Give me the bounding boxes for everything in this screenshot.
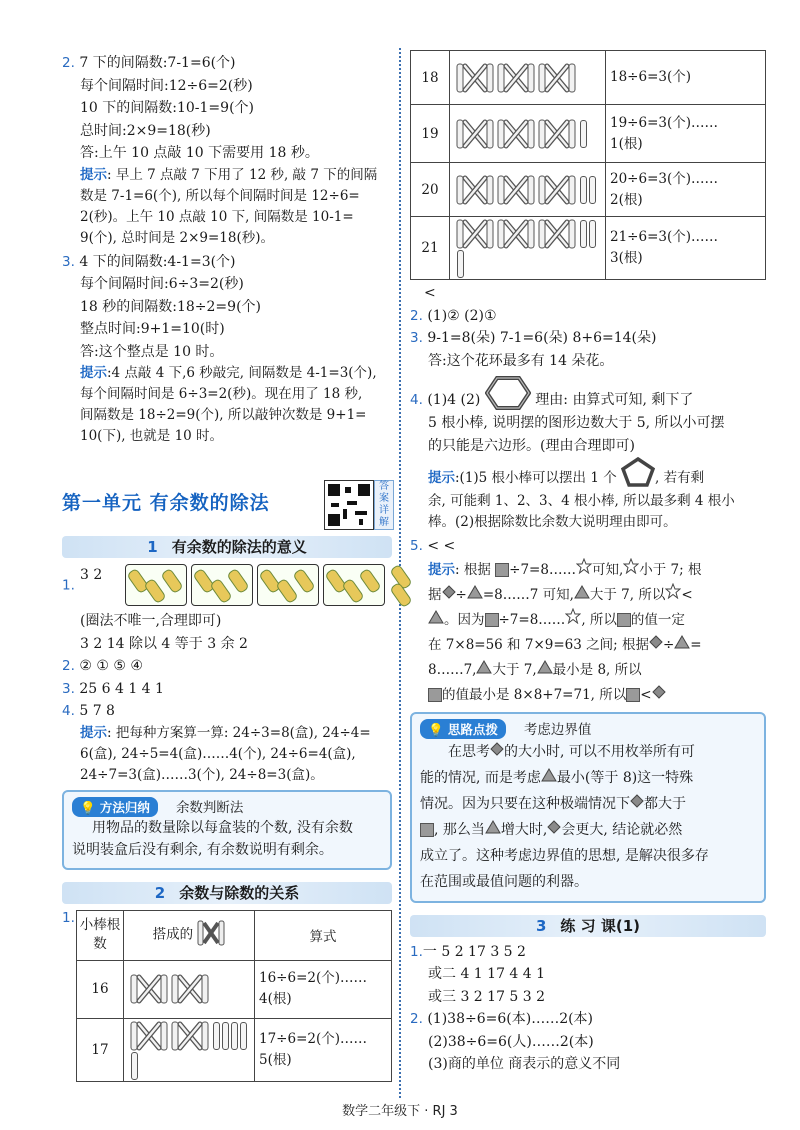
row-count: 19 (411, 105, 450, 163)
tip-text: : 早上 7 点敲 7 下用了 12 秒, 敲 7 下的间隔 (107, 166, 378, 183)
row-formula: 16÷6=2(个)…… (259, 970, 368, 986)
tip-label: 提示 (80, 365, 107, 381)
method-box (62, 790, 392, 870)
q3-line: 每个间隔时间:6÷3=2(秒) (80, 276, 244, 292)
table-row (411, 51, 766, 105)
corn-icon (292, 568, 316, 595)
tip-label: 提示 (80, 724, 107, 741)
diamond-icon (547, 817, 561, 843)
qr-code-icon[interactable] (324, 480, 374, 530)
corn-icon (226, 568, 250, 595)
section-1 (62, 536, 392, 1082)
x-sticks-icon (538, 226, 579, 242)
tip-text: :(1)5 根小棒可以摆出 1 个 (455, 470, 617, 486)
single-stick-icon (580, 120, 587, 148)
triangle-icon (574, 583, 590, 608)
tip-text: 余, 可能剩 1、2、3、4 根小棒, 所以最多剩 4 根小 (428, 493, 735, 509)
square-icon (485, 613, 499, 627)
diamond-icon (630, 791, 644, 817)
corn-groups (125, 575, 415, 594)
q1-note: (圈法不唯一,合理即可) (80, 613, 222, 629)
corn-group (191, 564, 253, 606)
q2-block (62, 52, 392, 249)
single-stick-icon (589, 176, 596, 204)
q3-line: 18 秒的间隔数:18÷2=9(个) (80, 298, 261, 315)
x-sticks-icon (456, 125, 497, 141)
x-sticks-icon (538, 125, 579, 141)
method-text: 用物品的数量除以每盒装的个数, 没有余数 (92, 819, 353, 836)
x-sticks-icon (456, 69, 497, 85)
section-2-banner (62, 882, 392, 904)
sticks-figure (450, 105, 606, 163)
q2-line: 每个间隔时间:12÷6=2(秒) (80, 77, 253, 94)
sticks-figure (450, 51, 606, 105)
row-remainder: 3(根) (610, 250, 643, 266)
diamond-icon (442, 583, 456, 608)
x-sticks-icon (171, 1027, 212, 1043)
section-3-banner (410, 915, 766, 937)
x-sticks-icon (130, 981, 171, 997)
tip-text: :4 点敲 4 下,6 秒敲完, 间隔数是 4-1=3(个), (107, 365, 377, 381)
sticks-table-continued (410, 50, 766, 280)
table-row (411, 217, 766, 280)
q1-answer: 或二 4 1 17 4 4 1 (428, 966, 546, 982)
method-text: 说明装盒后没有剩余, 有余数说明有剩余。 (72, 842, 333, 858)
q2-answer: ② ① ⑤ ④ (79, 658, 143, 674)
q1-answer: 或三 3 2 17 5 3 2 (428, 988, 546, 1005)
row-formula: 20÷6=3(个)…… (610, 170, 719, 187)
q2-number: 2. (410, 1011, 423, 1027)
tip-text: : 把每种方案算一算: 24÷3=8(盒), 24÷4= (107, 724, 371, 741)
q3-number: 3. (410, 330, 423, 346)
q1-number: 1. (62, 577, 75, 594)
tip-text: 10(下), 也就是 10 时。 (80, 428, 224, 444)
row-count: 20 (411, 163, 450, 217)
row-remainder: 2(根) (610, 191, 643, 208)
x-sticks-icon (497, 226, 538, 242)
section-number: 1 (147, 538, 158, 556)
row-remainder: 4(根) (259, 991, 292, 1007)
q2-answer: (2)38÷6=6(人)……2(本) (428, 1033, 594, 1050)
comparison-answer: < (424, 285, 436, 301)
q2-number: 2. (62, 658, 75, 674)
x-sticks-icon (456, 181, 497, 197)
section-title: 练 习 课(1) (560, 916, 641, 935)
q3-final: 答:这个花环最多有 14 朵花。 (428, 352, 614, 369)
q5-number: 5. (410, 538, 423, 554)
diamond-icon (649, 633, 663, 658)
tip-text: 棒。(2)根据除数比余数大说明理由即可。 (428, 514, 677, 530)
thinking-title: 考虑边界值 (523, 721, 592, 738)
x-sticks-icon (497, 181, 538, 197)
diamond-icon (490, 739, 504, 765)
q2-line: 10 下的间隔数:10-1=9(个) (80, 100, 254, 116)
table-row (77, 960, 392, 1018)
q2-number: 2. (62, 55, 75, 71)
single-stick-icon (231, 1022, 238, 1050)
corn-group (257, 564, 319, 606)
x-sticks-icon (197, 920, 225, 950)
q3-answer: 9-1=8(朵) 7-1=6(朵) 8+6=14(朵) (427, 330, 657, 346)
page-footer: 数学二年级下 · RJ 3 (342, 1104, 458, 1119)
star-icon (623, 558, 639, 583)
row-count: 21 (411, 217, 450, 280)
tip-label: 提示 (428, 470, 455, 486)
sticks-figure (124, 1018, 255, 1081)
sticks-figure (450, 163, 606, 217)
left-column (62, 52, 392, 1068)
corn-icon (275, 578, 299, 605)
unit-title-text: 第一单元 有余数的除法 (62, 492, 270, 514)
single-stick-icon (580, 220, 587, 248)
row-remainder: 1(根) (610, 135, 643, 152)
single-stick-icon (240, 1022, 247, 1050)
single-stick-icon (213, 1022, 220, 1050)
tip-text: 数是 7-1=6(个), 所以每个间隔时间是 12÷6= (80, 187, 360, 204)
single-stick-icon (131, 1052, 138, 1080)
row-count: 18 (411, 51, 450, 105)
row-formula: 17÷6=2(个)…… (259, 1030, 368, 1047)
table-row (77, 1018, 392, 1081)
table-row (411, 105, 766, 163)
q1-row (62, 564, 392, 610)
section-1-banner (62, 536, 392, 558)
unit-title (62, 480, 392, 528)
qr-label: 答案详解 (374, 480, 394, 530)
star-icon (565, 608, 581, 633)
tip-text: 2(秒)。上午 10 点敲 10 下, 间隔数是 10-1= (80, 208, 354, 225)
sticks-table (76, 910, 392, 1082)
sticks-figure (124, 960, 255, 1018)
triangle-icon (428, 608, 444, 633)
x-sticks-icon (497, 69, 538, 85)
q2-answer: (1)38÷6=6(本)……2(本) (427, 1011, 594, 1027)
header-shape: 搭成的 (124, 910, 255, 960)
table-row (411, 163, 766, 217)
q4-reason: 理由: 由算式可知, 剩下了 (535, 392, 694, 408)
header-count: 小棒根数 (77, 910, 124, 960)
tip-text: 间隔数是 18÷2=9(个), 所以敲钟次数是 9+1= (80, 407, 367, 423)
q2-answer: (1)② (2)① (427, 307, 497, 324)
square-icon (420, 823, 434, 837)
corn-group (323, 564, 385, 606)
row-formula: 19÷6=3(个)…… (610, 114, 719, 131)
row-remainder: 5(根) (259, 1051, 292, 1068)
x-sticks-icon (497, 125, 538, 141)
tip-text: , 若有剩 (655, 470, 705, 486)
row-count: 17 (77, 1018, 124, 1081)
q2-number: 2. (410, 307, 423, 324)
q5-answer: < < (427, 538, 456, 554)
q3-answer: 答:这个整点是 10 时。 (80, 343, 224, 360)
x-sticks-icon (538, 69, 579, 85)
q2-line: 7 下的间隔数:7-1=6(个) (79, 55, 236, 71)
x-sticks-icon (456, 226, 497, 242)
single-stick-icon (580, 176, 587, 204)
corn-group (125, 564, 187, 606)
q4-reason: 5 根小棒, 说明摆的图形边数大于 5, 所以小可摆 (428, 415, 725, 431)
single-stick-icon (222, 1022, 229, 1050)
row-formula: 21÷6=3(个)…… (610, 229, 719, 245)
tip-text: 6(盒), 24÷5=4(盒)……4(个), 24÷6=4(盒), (80, 745, 356, 762)
q1-number: 1. (410, 943, 423, 960)
q3-answer: 25 6 4 1 4 1 (79, 680, 164, 697)
section-2-table-wrap (62, 910, 392, 1082)
thinking-tag: 💡 思路点拨 (420, 719, 506, 739)
corn-icon (143, 578, 167, 605)
q3-block (62, 251, 392, 448)
diamond-icon (652, 683, 666, 708)
square-icon (495, 563, 509, 577)
q3-number: 3. (62, 253, 75, 270)
triangle-icon (541, 765, 557, 791)
star-icon (576, 558, 592, 583)
x-sticks-icon (171, 981, 212, 997)
tip-text: 24÷7=3(盒)……3(个), 24÷8=3(盒)。 (80, 766, 324, 783)
thinking-text: 在范围或最值问题的利器。 (420, 873, 588, 890)
q3-line: 4 下的间隔数:4-1=3(个) (79, 253, 236, 270)
method-tag: 💡 方法归纳 (72, 797, 158, 817)
row-formula: 18÷6=3(个) (610, 69, 692, 85)
corn-icon (341, 578, 365, 605)
x-sticks-icon (538, 181, 579, 197)
thinking-text: 成立了。这种考虑边界值的思想, 是解决很多存 (420, 847, 709, 864)
x-sticks-icon (130, 1027, 171, 1043)
q2-line: 总时间:2×9=18(秒) (80, 122, 211, 139)
single-stick-icon (589, 220, 596, 248)
table-number: 1. (62, 909, 75, 926)
tip-label: 提示 (80, 166, 107, 183)
right-column (410, 52, 766, 1076)
tip-text: 每个间隔时间是 6÷3=2(秒)。现在用了 18 秒, (80, 386, 363, 402)
q2-answer: (3)商的单位 商表示的意义不同 (428, 1056, 621, 1072)
triangle-icon (476, 658, 492, 683)
triangle-icon (467, 583, 483, 608)
q4-number: 4. (62, 703, 75, 719)
q4-number: 4. (410, 392, 423, 408)
tip-text: 9(个), 总时间是 2×9=18(秒)。 (80, 229, 275, 246)
q4-reason: 的只能是六边形。(理由合理即可) (428, 437, 635, 454)
triangle-icon (485, 817, 501, 843)
q3-line: 整点时间:9+1=10(时) (80, 321, 225, 337)
q1-line: 3 2 14 除以 4 等于 3 余 2 (80, 635, 248, 652)
q3-number: 3. (62, 680, 75, 697)
q1-answer: 一 5 2 17 3 5 2 (422, 943, 526, 960)
row-count: 16 (77, 960, 124, 1018)
tip-label: 提示 (428, 561, 455, 578)
corn-icon (160, 568, 184, 595)
q5-tip: 提示: 根据 ÷7=8…… 可知, 小于 7; 根 据 ÷ =8……7 可知, 大于 7, 所以 < 。因为 ÷7=8…… , 所以 的值一定 在 7×8=56 和 7×9=63 之间; 根据 ÷ = 8……7, 大于 7, 最小是 8, 所以 的值最小是 8×8+7=71, 所以 < (410, 558, 766, 708)
q1-answer: 3 2 (79, 567, 103, 583)
corn-icon (209, 578, 233, 605)
corn-icon (358, 568, 382, 595)
star-icon (665, 583, 681, 608)
triangle-icon (674, 633, 690, 658)
sticks-figure (450, 217, 606, 280)
header-formula: 算式 (255, 910, 392, 960)
q2-answer: 答:上午 10 点敲 10 下需要用 18 秒。 (80, 145, 319, 161)
square-icon (617, 613, 631, 627)
section-number: 2 (154, 883, 166, 902)
section-title: 余数与除数的关系 (179, 883, 300, 902)
method-title: 余数判断法 (175, 799, 244, 816)
square-icon (428, 688, 442, 702)
triangle-icon (537, 658, 553, 683)
single-stick-icon (457, 250, 464, 278)
q4-answer: (1)4 (2) (427, 392, 481, 408)
square-icon (626, 688, 640, 702)
section-title: 有余数的除法的意义 (171, 538, 307, 556)
thinking-box: 💡 思路点拨 考虑边界值 在思考 的大小时, 可以不用枚举所有可 能的情况, 而是考虑 最小(等于 8)这一特殊 情况。因为只要在这种极端情况下 都大于 , 那么当 增大时, 会更大, 结论就必然 成立了。这种考虑边界值的思想, 是解决很多存 在范围或最值问题的利器。 (410, 712, 766, 903)
q4-answer: 5 7 8 (79, 703, 115, 719)
section-number: 3 (535, 916, 547, 935)
